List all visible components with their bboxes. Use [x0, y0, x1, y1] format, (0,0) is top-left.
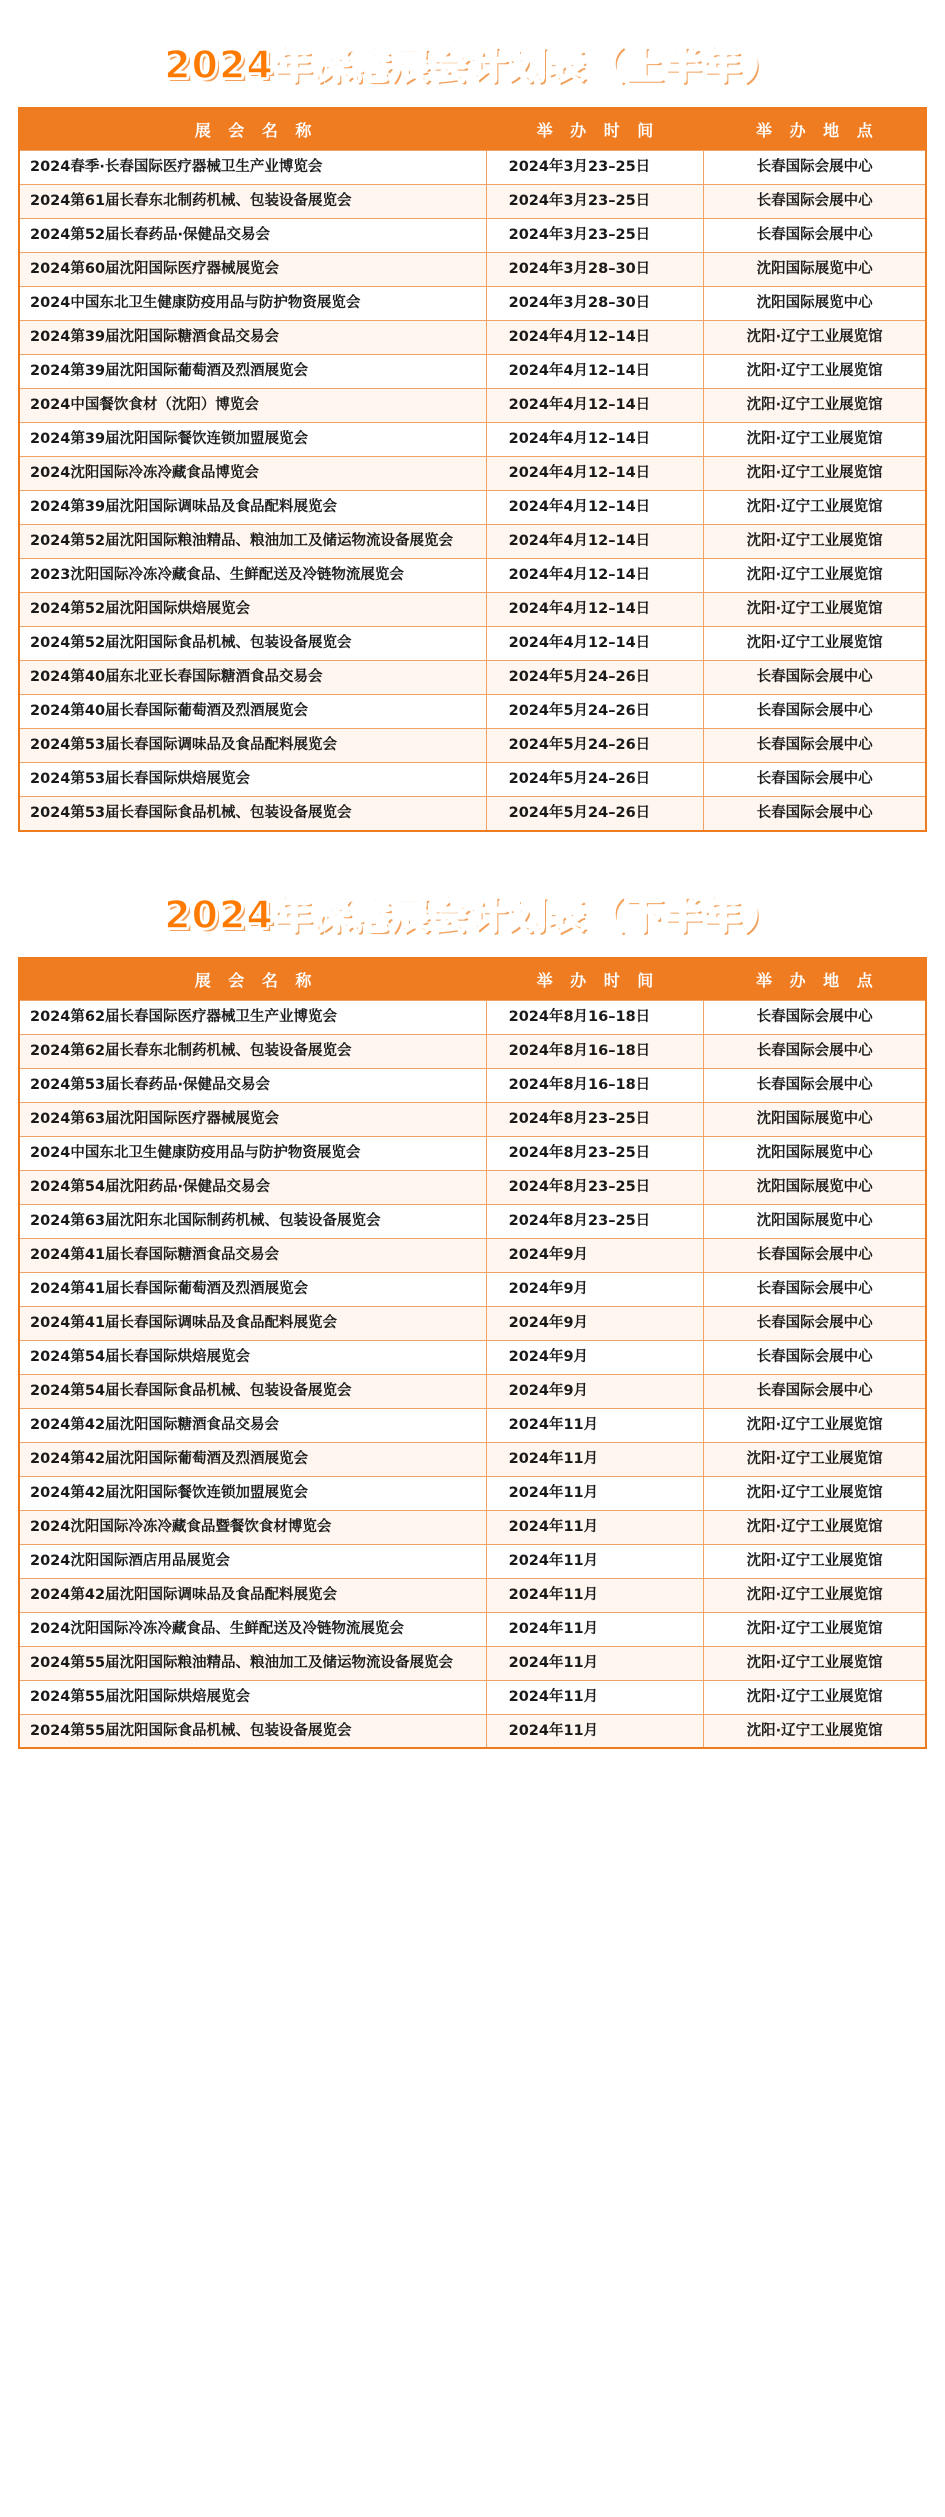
cell-name: 2024第42届沈阳国际餐饮连锁加盟展览会	[19, 1476, 486, 1510]
table-body-first-half	[19, 151, 926, 831]
cell-name: 2024第53届长春国际调味品及食品配料展览会	[19, 729, 486, 763]
cell-date: 2024年8月23–25日	[486, 1170, 704, 1204]
cell-name: 2024第62届长春东北制药机械、包装设备展览会	[19, 1034, 486, 1068]
cell-place: 沈阳·辽宁工业展览馆	[704, 525, 926, 559]
table-row	[19, 1068, 926, 1102]
cell-place: 长春国际会展中心	[704, 185, 926, 219]
cell-date: 2024年8月16–18日	[486, 1034, 704, 1068]
cell-place: 沈阳·辽宁工业展览馆	[704, 321, 926, 355]
cell-date: 2024年9月	[486, 1238, 704, 1272]
cell-date: 2024年3月23–25日	[486, 151, 704, 185]
cell-name: 2024第52届沈阳国际粮油精品、粮油加工及储运物流设备展览会	[19, 525, 486, 559]
cell-place: 沈阳·辽宁工业展览馆	[704, 1408, 926, 1442]
table-row	[19, 151, 926, 185]
cell-place: 沈阳·辽宁工业展览馆	[704, 593, 926, 627]
cell-date: 2024年3月28–30日	[486, 287, 704, 321]
table-row	[19, 389, 926, 423]
schedule-section-second-half	[18, 868, 927, 1750]
table-header-row	[19, 958, 926, 1001]
table-row	[19, 219, 926, 253]
cell-name: 2024第52届长春药品·保健品交易会	[19, 219, 486, 253]
cell-place: 长春国际会展中心	[704, 1068, 926, 1102]
cell-name: 2024第41届长春国际调味品及食品配料展览会	[19, 1306, 486, 1340]
cell-name: 2024第40届东北亚长春国际糖酒食品交易会	[19, 661, 486, 695]
cell-name: 2024第62届长春国际医疗器械卫生产业博览会	[19, 1000, 486, 1034]
cell-place: 长春国际会展中心	[704, 797, 926, 831]
table-row	[19, 287, 926, 321]
cell-name: 2024第55届沈阳国际食品机械、包装设备展览会	[19, 1714, 486, 1748]
table-row	[19, 1646, 926, 1680]
cell-place: 长春国际会展中心	[704, 729, 926, 763]
table-row	[19, 1102, 926, 1136]
table-row	[19, 1612, 926, 1646]
cell-place: 长春国际会展中心	[704, 1272, 926, 1306]
cell-date: 2024年4月12–14日	[486, 559, 704, 593]
table-row	[19, 1714, 926, 1748]
cell-date: 2024年3月23–25日	[486, 185, 704, 219]
table-row	[19, 593, 926, 627]
cell-place: 长春国际会展中心	[704, 1034, 926, 1068]
page-title-second-half: 2024年深港展会计划表（下半年）	[164, 892, 781, 937]
cell-date: 2024年8月16–18日	[486, 1068, 704, 1102]
cell-name: 2024第61届长春东北制药机械、包装设备展览会	[19, 185, 486, 219]
table-row	[19, 253, 926, 287]
table-row	[19, 1442, 926, 1476]
cell-name: 2023沈阳国际冷冻冷藏食品、生鲜配送及冷链物流展览会	[19, 559, 486, 593]
column-header-place: 举 办 地 点	[704, 108, 926, 151]
cell-date: 2024年4月12–14日	[486, 389, 704, 423]
cell-place: 长春国际会展中心	[704, 1340, 926, 1374]
cell-name: 2024第55届沈阳国际粮油精品、粮油加工及储运物流设备展览会	[19, 1646, 486, 1680]
cell-place: 长春国际会展中心	[704, 695, 926, 729]
table-row	[19, 729, 926, 763]
cell-name: 2024春季·长春国际医疗器械卫生产业博览会	[19, 151, 486, 185]
table-row	[19, 763, 926, 797]
cell-place: 沈阳国际展览中心	[704, 1102, 926, 1136]
cell-name: 2024第63届沈阳国际医疗器械展览会	[19, 1102, 486, 1136]
cell-place: 沈阳·辽宁工业展览馆	[704, 1578, 926, 1612]
table-row	[19, 1272, 926, 1306]
cell-date: 2024年11月	[486, 1544, 704, 1578]
cell-place: 沈阳·辽宁工业展览馆	[704, 1476, 926, 1510]
cell-date: 2024年4月12–14日	[486, 627, 704, 661]
table-row	[19, 1204, 926, 1238]
table-row	[19, 457, 926, 491]
table-row	[19, 1000, 926, 1034]
table-row	[19, 185, 926, 219]
cell-name: 2024第42届沈阳国际糖酒食品交易会	[19, 1408, 486, 1442]
cell-date: 2024年4月12–14日	[486, 423, 704, 457]
column-header-place: 举 办 地 点	[704, 958, 926, 1001]
cell-place: 沈阳国际展览中心	[704, 253, 926, 287]
cell-date: 2024年8月23–25日	[486, 1204, 704, 1238]
table-row	[19, 1408, 926, 1442]
cell-date: 2024年11月	[486, 1646, 704, 1680]
cell-place: 长春国际会展中心	[704, 151, 926, 185]
cell-place: 沈阳·辽宁工业展览馆	[704, 1544, 926, 1578]
cell-date: 2024年5月24–26日	[486, 661, 704, 695]
cell-name: 2024沈阳国际酒店用品展览会	[19, 1544, 486, 1578]
cell-place: 长春国际会展中心	[704, 763, 926, 797]
cell-place: 沈阳国际展览中心	[704, 1204, 926, 1238]
cell-place: 沈阳·辽宁工业展览馆	[704, 1680, 926, 1714]
cell-date: 2024年5月24–26日	[486, 695, 704, 729]
cell-date: 2024年5月24–26日	[486, 797, 704, 831]
cell-place: 沈阳·辽宁工业展览馆	[704, 1442, 926, 1476]
cell-date: 2024年9月	[486, 1340, 704, 1374]
cell-place: 沈阳·辽宁工业展览馆	[704, 491, 926, 525]
cell-name: 2024中国餐饮食材（沈阳）博览会	[19, 389, 486, 423]
table-row	[19, 1238, 926, 1272]
page-title-first-half: 2024年深港展会计划表（上半年）	[164, 43, 781, 87]
table-row	[19, 1340, 926, 1374]
cell-place: 沈阳·辽宁工业展览馆	[704, 1646, 926, 1680]
cell-name: 2024中国东北卫生健康防疫用品与防护物资展览会	[19, 1136, 486, 1170]
cell-date: 2024年11月	[486, 1680, 704, 1714]
cell-name: 2024第54届长春国际烘焙展览会	[19, 1340, 486, 1374]
cell-date: 2024年9月	[486, 1374, 704, 1408]
cell-date: 2024年4月12–14日	[486, 491, 704, 525]
cell-date: 2024年9月	[486, 1306, 704, 1340]
cell-name: 2024第39届沈阳国际葡萄酒及烈酒展览会	[19, 355, 486, 389]
cell-date: 2024年3月28–30日	[486, 253, 704, 287]
cell-name: 2024第54届沈阳药品·保健品交易会	[19, 1170, 486, 1204]
cell-name: 2024中国东北卫生健康防疫用品与防护物资展览会	[19, 287, 486, 321]
cell-date: 2024年11月	[486, 1408, 704, 1442]
cell-date: 2024年11月	[486, 1510, 704, 1544]
table-row	[19, 1680, 926, 1714]
cell-date: 2024年8月23–25日	[486, 1102, 704, 1136]
cell-name: 2024沈阳国际冷冻冷藏食品博览会	[19, 457, 486, 491]
cell-name: 2024第40届长春国际葡萄酒及烈酒展览会	[19, 695, 486, 729]
table-row	[19, 1510, 926, 1544]
cell-place: 沈阳·辽宁工业展览馆	[704, 355, 926, 389]
cell-place: 沈阳国际展览中心	[704, 1170, 926, 1204]
table-row	[19, 1136, 926, 1170]
table-row	[19, 491, 926, 525]
cell-place: 长春国际会展中心	[704, 1374, 926, 1408]
cell-name: 2024第53届长春药品·保健品交易会	[19, 1068, 486, 1102]
cell-date: 2024年11月	[486, 1442, 704, 1476]
cell-place: 沈阳·辽宁工业展览馆	[704, 1612, 926, 1646]
cell-place: 沈阳·辽宁工业展览馆	[704, 423, 926, 457]
cell-place: 长春国际会展中心	[704, 661, 926, 695]
cell-date: 2024年11月	[486, 1612, 704, 1646]
cell-name: 2024第54届长春国际食品机械、包装设备展览会	[19, 1374, 486, 1408]
table-row	[19, 1578, 926, 1612]
cell-name: 2024第42届沈阳国际调味品及食品配料展览会	[19, 1578, 486, 1612]
cell-place: 长春国际会展中心	[704, 1306, 926, 1340]
cell-place: 长春国际会展中心	[704, 1238, 926, 1272]
table-row	[19, 525, 926, 559]
cell-name: 2024第60届沈阳国际医疗器械展览会	[19, 253, 486, 287]
cell-place: 沈阳·辽宁工业展览馆	[704, 559, 926, 593]
cell-name: 2024第55届沈阳国际烘焙展览会	[19, 1680, 486, 1714]
table-row	[19, 627, 926, 661]
table-row	[19, 661, 926, 695]
cell-place: 沈阳·辽宁工业展览馆	[704, 627, 926, 661]
table-row	[19, 797, 926, 831]
column-header-name: 展 会 名 称	[19, 958, 486, 1001]
column-header-date: 举 办 时 间	[486, 108, 704, 151]
cell-place: 沈阳·辽宁工业展览馆	[704, 1510, 926, 1544]
cell-date: 2024年5月24–26日	[486, 763, 704, 797]
cell-name: 2024第63届沈阳东北国际制药机械、包装设备展览会	[19, 1204, 486, 1238]
cell-name: 2024第39届沈阳国际餐饮连锁加盟展览会	[19, 423, 486, 457]
cell-name: 2024第42届沈阳国际葡萄酒及烈酒展览会	[19, 1442, 486, 1476]
cell-date: 2024年8月23–25日	[486, 1136, 704, 1170]
table-row	[19, 559, 926, 593]
table-row	[19, 1544, 926, 1578]
table-row	[19, 423, 926, 457]
cell-date: 2024年4月12–14日	[486, 355, 704, 389]
table-row	[19, 695, 926, 729]
cell-date: 2024年11月	[486, 1714, 704, 1748]
column-header-date: 举 办 时 间	[486, 958, 704, 1001]
cell-place: 长春国际会展中心	[704, 219, 926, 253]
cell-name: 2024第53届长春国际食品机械、包装设备展览会	[19, 797, 486, 831]
column-header-name: 展 会 名 称	[19, 108, 486, 151]
cell-date: 2024年5月24–26日	[486, 729, 704, 763]
cell-name: 2024第52届沈阳国际食品机械、包装设备展览会	[19, 627, 486, 661]
schedule-section-first-half	[18, 18, 927, 832]
cell-place: 沈阳·辽宁工业展览馆	[704, 389, 926, 423]
cell-date: 2024年3月23–25日	[486, 219, 704, 253]
cell-place: 沈阳国际展览中心	[704, 287, 926, 321]
cell-name: 2024第53届长春国际烘焙展览会	[19, 763, 486, 797]
cell-name: 2024沈阳国际冷冻冷藏食品、生鲜配送及冷链物流展览会	[19, 1612, 486, 1646]
table-row	[19, 1374, 926, 1408]
cell-date: 2024年11月	[486, 1578, 704, 1612]
table-row	[19, 355, 926, 389]
cell-date: 2024年4月12–14日	[486, 525, 704, 559]
cell-date: 2024年4月12–14日	[486, 593, 704, 627]
cell-date: 2024年9月	[486, 1272, 704, 1306]
cell-name: 2024第41届长春国际糖酒食品交易会	[19, 1238, 486, 1272]
schedule-table-second-half	[18, 957, 927, 1750]
table-row	[19, 1306, 926, 1340]
cell-date: 2024年4月12–14日	[486, 457, 704, 491]
cell-name: 2024沈阳国际冷冻冷藏食品暨餐饮食材博览会	[19, 1510, 486, 1544]
cell-place: 长春国际会展中心	[704, 1000, 926, 1034]
cell-name: 2024第41届长春国际葡萄酒及烈酒展览会	[19, 1272, 486, 1306]
table-row	[19, 1034, 926, 1068]
schedule-table-first-half	[18, 107, 927, 832]
cell-date: 2024年4月12–14日	[486, 321, 704, 355]
table-row	[19, 321, 926, 355]
cell-place: 沈阳·辽宁工业展览馆	[704, 457, 926, 491]
table-row	[19, 1170, 926, 1204]
cell-name: 2024第39届沈阳国际糖酒食品交易会	[19, 321, 486, 355]
section-divider	[18, 842, 927, 868]
table-header-row	[19, 108, 926, 151]
cell-name: 2024第52届沈阳国际烘焙展览会	[19, 593, 486, 627]
cell-date: 2024年11月	[486, 1476, 704, 1510]
cell-place: 沈阳国际展览中心	[704, 1136, 926, 1170]
table-row	[19, 1476, 926, 1510]
cell-date: 2024年8月16–18日	[486, 1000, 704, 1034]
cell-place: 沈阳·辽宁工业展览馆	[704, 1714, 926, 1748]
table-body-second-half	[19, 1000, 926, 1748]
cell-name: 2024第39届沈阳国际调味品及食品配料展览会	[19, 491, 486, 525]
